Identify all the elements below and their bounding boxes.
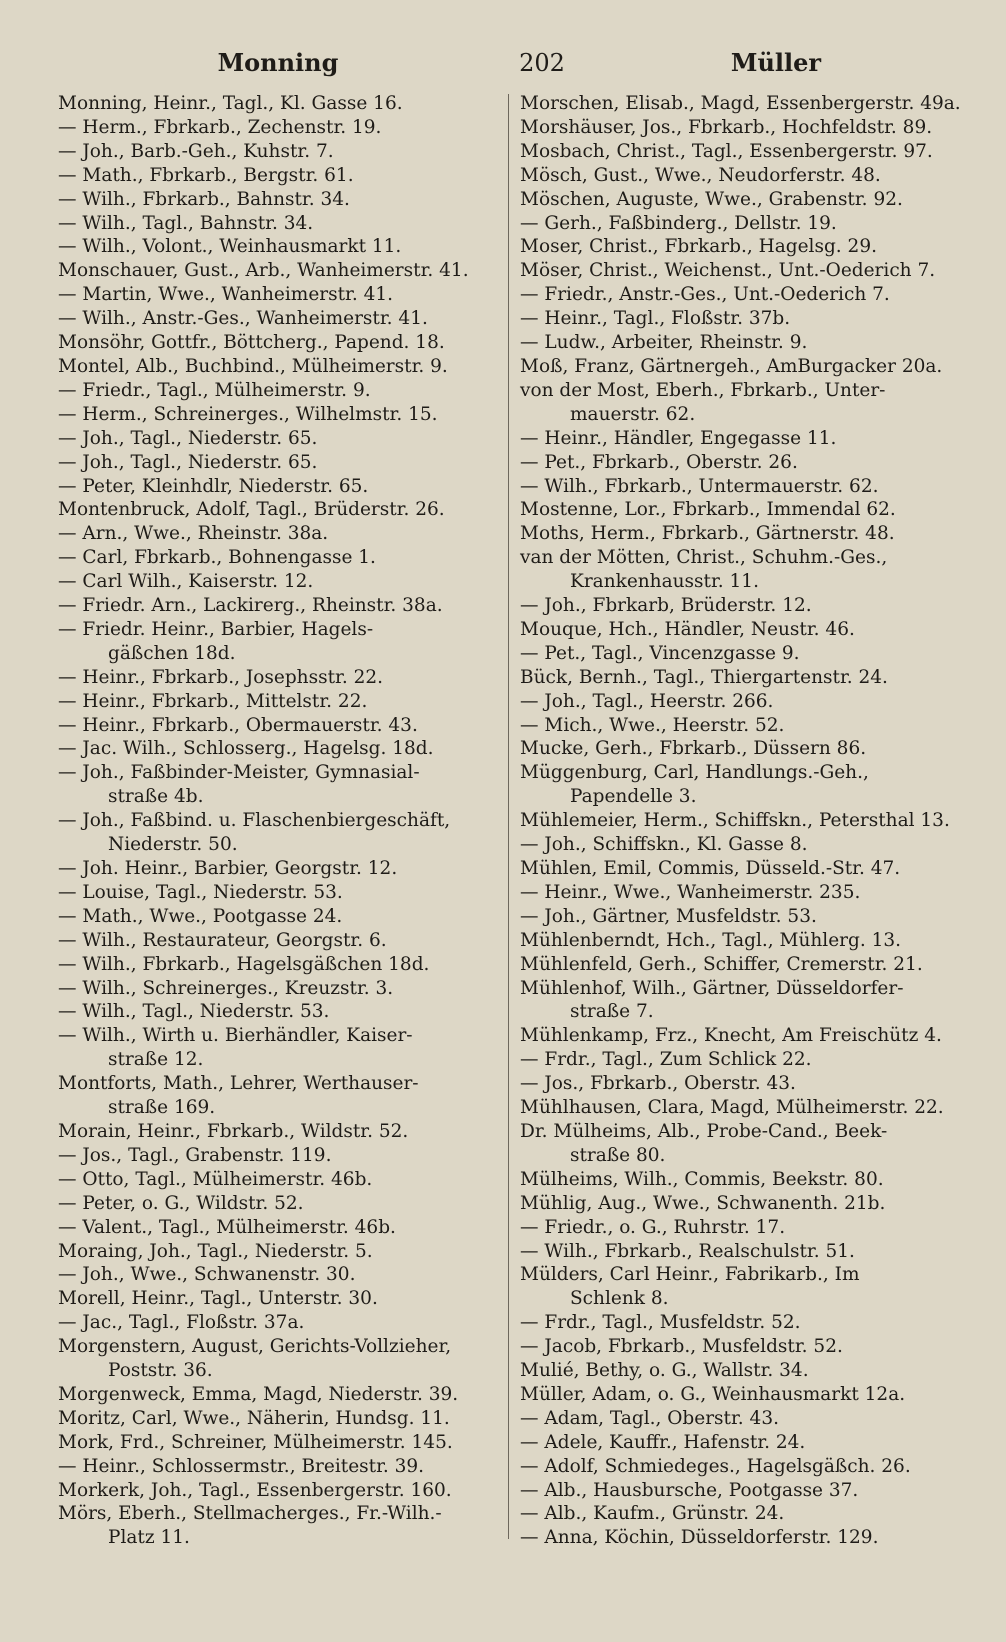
directory-entry: Mostenne, Lor., Fbrkarb., Immendal 62.	[520, 499, 896, 521]
directory-entry: von der Most, Eberh., Fbrkarb., Unter-	[520, 379, 886, 401]
directory-entry: — Wilh., Fbrkarb., Bahnstr. 34.	[58, 188, 350, 210]
directory-entry: van der Mötten, Christ., Schuhm.-Ges.,	[520, 547, 888, 569]
directory-entry: Möser, Christ., Weichenst., Unt.-Oederich 7.	[520, 260, 936, 282]
directory-entry: — Joh., Tagl., Heerstr. 266.	[520, 690, 774, 712]
directory-entry: Morshäuser, Jos., Fbrkarb., Hochfeldstr. 89.	[520, 116, 933, 138]
directory-entry: — Adam, Tagl., Oberstr. 43.	[520, 1407, 779, 1429]
directory-entry: Monsöhr, Gottfr., Böttcherg., Papend. 18.	[58, 332, 445, 354]
directory-entry-continuation: Schlenk 8.	[570, 1288, 669, 1310]
directory-entry: Morschen, Elisab., Magd, Essenbergerstr. 49a.	[520, 93, 961, 114]
directory-entry: — Heinr., Tagl., Floßstr. 37b.	[520, 308, 791, 330]
directory-entry: Mörs, Eberh., Stellmacherges., Fr.-Wilh.-	[58, 1503, 442, 1525]
directory-entry: — Heinr., Wwe., Wanheimerstr. 235.	[520, 881, 861, 903]
directory-entry: Morell, Heinr., Tagl., Unterstr. 30.	[58, 1288, 378, 1310]
left-column	[58, 92, 498, 1550]
directory-entry: Montenbruck, Adolf, Tagl., Brüderstr. 26.	[58, 499, 445, 521]
directory-entry-continuation: straße 12.	[108, 1049, 204, 1071]
directory-entry-continuation: straße 4b.	[108, 786, 204, 808]
directory-entry: — Math., Fbrkarb., Bergstr. 61.	[58, 164, 354, 186]
directory-entry: — Math., Wwe., Pootgasse 24.	[58, 905, 343, 927]
directory-entry: — Arn., Wwe., Rheinstr. 38a.	[58, 523, 329, 545]
directory-entry-continuation: Papendelle 3.	[570, 786, 697, 808]
directory-entry: — Anna, Köchin, Düsseldorferstr. 129.	[520, 1527, 879, 1549]
directory-entry: — Ludw., Arbeiter, Rheinstr. 9.	[520, 332, 808, 354]
directory-entry: — Jacob, Fbrkarb., Musfeldstr. 52.	[520, 1336, 843, 1358]
directory-entry: Müller, Adam, o. G., Weinhausmarkt 12a.	[520, 1383, 906, 1405]
directory-entry: Moß, Franz, Gärtnergeh., AmBurgacker 20a.	[520, 355, 943, 377]
directory-entry: Monschauer, Gust., Arb., Wanheimerstr. 41.	[58, 260, 469, 282]
directory-entry: Montforts, Math., Lehrer, Werthauser-	[58, 1073, 419, 1095]
directory-entry: Montel, Alb., Buchbind., Mülheimerstr. 9.	[58, 355, 448, 377]
directory-entry: — Alb., Hausbursche, Pootgasse 37.	[520, 1479, 859, 1501]
page-header	[58, 48, 970, 84]
directory-entry: — Adolf, Schmiedeges., Hagelsgäßch. 26.	[520, 1455, 911, 1477]
directory-entry: — Wilh., Tagl., Bahnstr. 34.	[58, 212, 314, 234]
directory-entry: Mosbach, Christ., Tagl., Essenbergerstr. 97.	[520, 140, 933, 162]
directory-entry: — Jac. Wilh., Schlosserg., Hagelsg. 18d.	[58, 738, 434, 760]
directory-entry: — Frdr., Tagl., Zum Schlick 22.	[520, 1049, 812, 1071]
directory-entry: — Friedr., Tagl., Mülheimerstr. 9.	[58, 379, 371, 401]
directory-entry: — Carl Wilh., Kaiserstr. 12.	[58, 571, 314, 593]
directory-entry: — Joh., Schiffskn., Kl. Gasse 8.	[520, 834, 808, 856]
directory-entry: — Wilh., Anstr.-Ges., Wanheimerstr. 41.	[58, 308, 428, 330]
directory-entry: — Heinr., Fbrkarb., Josephsstr. 22.	[58, 666, 384, 688]
directory-entry: — Wilh., Tagl., Niederstr. 53.	[58, 1001, 330, 1023]
directory-entry: — Joh., Faßbinder-Meister, Gymnasial-	[58, 762, 420, 784]
directory-entry: — Pet., Fbrkarb., Oberstr. 26.	[520, 451, 798, 473]
directory-entry: — Heinr., Fbrkarb., Mittelstr. 22.	[58, 690, 368, 712]
directory-entry: — Peter, o. G., Wildstr. 52.	[58, 1192, 304, 1214]
column-divider	[508, 94, 509, 1539]
directory-entry: — Joh., Tagl., Niederstr. 65.	[58, 427, 318, 449]
directory-entry: — Valent., Tagl., Mülheimerstr. 46b.	[58, 1216, 396, 1238]
directory-entry: Mork, Frd., Schreiner, Mülheimerstr. 145.	[58, 1431, 453, 1453]
directory-entry: Mühlemeier, Herm., Schiffskn., Petersthal 13.	[520, 810, 950, 832]
directory-entry: — Jos., Fbrkarb., Oberstr. 43.	[520, 1073, 796, 1095]
directory-entry: Bück, Bernh., Tagl., Thiergartenstr. 24.	[520, 666, 888, 688]
directory-entry-continuation: Poststr. 36.	[108, 1360, 213, 1382]
directory-entry: — Wilh., Wirth u. Bierhändler, Kaiser-	[58, 1025, 413, 1047]
directory-entry: Möschen, Auguste, Wwe., Grabenstr. 92.	[520, 188, 903, 210]
directory-entry: Müggenburg, Carl, Handlungs.-Geh.,	[520, 762, 869, 784]
directory-entry: — Wilh., Restaurateur, Georgstr. 6.	[58, 929, 387, 951]
page-number: 202	[519, 49, 565, 77]
directory-entry-continuation: straße 169.	[108, 1097, 216, 1119]
directory-entry: — Herm., Schreinerges., Wilhelmstr. 15.	[58, 403, 438, 425]
directory-entry: — Heinr., Händler, Engegasse 11.	[520, 427, 837, 449]
directory-entry: — Friedr., Anstr.-Ges., Unt.-Oederich 7.	[520, 284, 890, 306]
right-column	[520, 92, 965, 1550]
directory-entry-continuation: straße 7.	[570, 1001, 654, 1023]
directory-entry: — Pet., Tagl., Vincenzgasse 9.	[520, 642, 800, 664]
directory-entry: Mühlhausen, Clara, Magd, Mülheimerstr. 22.	[520, 1097, 944, 1119]
directory-entry: — Joh., Gärtner, Musfeldstr. 53.	[520, 905, 817, 927]
directory-entry: — Otto, Tagl., Mülheimerstr. 46b.	[58, 1168, 373, 1190]
directory-entry: — Joh. Heinr., Barbier, Georgstr. 12.	[58, 858, 398, 879]
directory-entry: — Friedr. Heinr., Barbier, Hagels-	[58, 618, 374, 640]
directory-entry: Moritz, Carl, Wwe., Näherin, Hundsg. 11.	[58, 1407, 450, 1429]
directory-entry: Mühlen, Emil, Commis, Düsseld.-Str. 47.	[520, 858, 901, 879]
directory-entry: Mülheims, Wilh., Commis, Beekstr. 80.	[520, 1168, 884, 1190]
directory-entry: — Joh., Wwe., Schwanenstr. 30.	[58, 1264, 356, 1286]
directory-entry: Moths, Herm., Fbrkarb., Gärtnerstr. 48.	[520, 523, 895, 545]
directory-entry: — Friedr., o. G., Ruhrstr. 17.	[520, 1216, 786, 1238]
directory-entry: Mülders, Carl Heinr., Fabrikarb., Im	[520, 1264, 860, 1286]
directory-entry: Morgenstern, August, Gerichts-Vollzieher,	[58, 1336, 452, 1358]
directory-entry: — Jos., Tagl., Grabenstr. 119.	[58, 1144, 332, 1166]
directory-entry: Morkerk, Joh., Tagl., Essenbergerstr. 160.	[58, 1479, 452, 1501]
directory-entry: — Gerh., Faßbinderg., Dellstr. 19.	[520, 212, 837, 234]
directory-entry: Mühlenhof, Wilh., Gärtner, Düsseldorfer-	[520, 977, 904, 999]
directory-entry-continuation: gäßchen 18d.	[108, 642, 236, 664]
directory-entry: — Peter, Kleinhdlr, Niederstr. 65.	[58, 475, 369, 497]
directory-entry: Mühlenberndt, Hch., Tagl., Mühlerg. 13.	[520, 929, 902, 951]
directory-entry: Monning, Heinr., Tagl., Kl. Gasse 16.	[58, 93, 403, 114]
directory-entry: Morgenweck, Emma, Magd, Niederstr. 39.	[58, 1383, 459, 1405]
header-last-name: Müller	[730, 48, 822, 77]
directory-entry: — Wilh., Fbrkarb., Untermauerstr. 62.	[520, 475, 879, 497]
directory-entry: Mühlenfeld, Gerh., Schiffer, Cremerstr. 21.	[520, 953, 923, 975]
directory-entry: — Mich., Wwe., Heerstr. 52.	[520, 714, 785, 736]
directory-entry: Moraing, Joh., Tagl., Niederstr. 5.	[58, 1240, 373, 1262]
directory-entry-continuation: Niederstr. 50.	[108, 834, 238, 856]
directory-entry: — Joh., Barb.-Geh., Kuhstr. 7.	[58, 140, 334, 162]
directory-entry: — Alb., Kaufm., Grünstr. 24.	[520, 1503, 785, 1525]
directory-entry: Mühlenkamp, Frz., Knecht, Am Freischütz 4.	[520, 1025, 942, 1047]
directory-entry: — Frdr., Tagl., Musfeldstr. 52.	[520, 1312, 801, 1334]
directory-entry-continuation: mauerstr. 62.	[570, 403, 696, 425]
directory-entry: — Louise, Tagl., Niederstr. 53.	[58, 881, 343, 903]
directory-entry: — Wilh., Schreinerges., Kreuzstr. 3.	[58, 977, 394, 999]
directory-entry: Mösch, Gust., Wwe., Neudorferstr. 48.	[520, 164, 881, 186]
directory-entry: — Wilh., Fbrkarb., Realschulstr. 51.	[520, 1240, 855, 1262]
directory-entry: — Wilh., Fbrkarb., Hagelsgäßchen 18d.	[58, 953, 430, 975]
directory-entry: Morain, Heinr., Fbrkarb., Wildstr. 52.	[58, 1120, 409, 1142]
directory-entry-continuation: Krankenhausstr. 11.	[570, 571, 759, 593]
directory-entry: — Heinr., Schlossermstr., Breitestr. 39.	[58, 1455, 425, 1477]
directory-entry-continuation: Platz 11.	[108, 1527, 190, 1549]
directory-entry: — Martin, Wwe., Wanheimerstr. 41.	[58, 284, 394, 306]
directory-entry: — Joh., Tagl., Niederstr. 65.	[58, 451, 318, 473]
directory-entry: Mucke, Gerh., Fbrkarb., Düssern 86.	[520, 738, 867, 760]
directory-entry-continuation: straße 80.	[570, 1144, 666, 1166]
header-first-name: Monning	[217, 48, 339, 77]
directory-entry: Moser, Christ., Fbrkarb., Hagelsg. 29.	[520, 236, 877, 258]
directory-entry: — Herm., Fbrkarb., Zechenstr. 19.	[58, 116, 382, 138]
directory-entry: — Wilh., Volont., Weinhausmarkt 11.	[58, 236, 402, 258]
directory-entry: Mulié, Bethy, o. G., Wallstr. 34.	[520, 1360, 809, 1382]
directory-entry: — Jac., Tagl., Floßstr. 37a.	[58, 1312, 305, 1334]
directory-entry: — Adele, Kauffr., Hafenstr. 24.	[520, 1431, 806, 1453]
directory-entry: Mühlig, Aug., Wwe., Schwanenth. 21b.	[520, 1192, 886, 1214]
directory-entry: — Joh., Fbrkarb, Brüderstr. 12.	[520, 595, 812, 617]
directory-entry: — Joh., Faßbind. u. Flaschenbiergeschäft,	[58, 810, 451, 832]
directory-entry: — Friedr. Arn., Lackirerg., Rheinstr. 38a.	[58, 595, 443, 617]
directory-entry: — Carl, Fbrkarb., Bohnengasse 1.	[58, 547, 376, 569]
directory-entry: Dr. Mülheims, Alb., Probe-Cand., Beek-	[520, 1120, 888, 1142]
directory-entry: — Heinr., Fbrkarb., Obermauerstr. 43.	[58, 714, 418, 736]
directory-entry: Mouque, Hch., Händler, Neustr. 46.	[520, 618, 855, 640]
